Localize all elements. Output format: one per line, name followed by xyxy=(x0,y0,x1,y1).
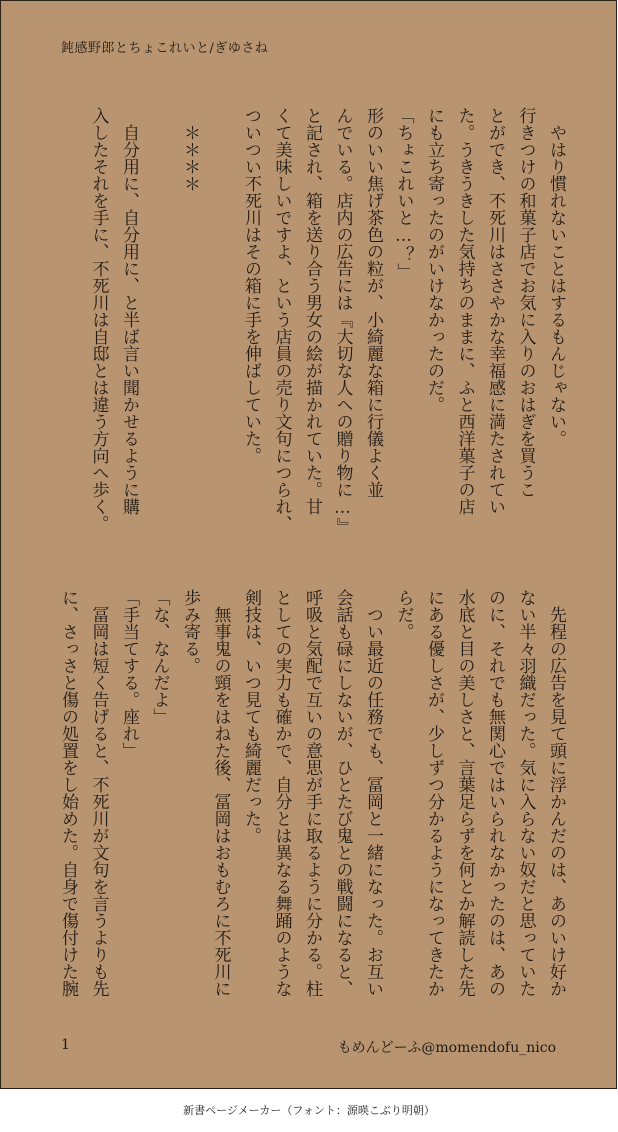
text-block-upper: やはり慣れないことはするもんじゃない。 行きつけの和菓子店でお気に入りのおはぎを買うこ とができ、不死川はささやかな幸福感に満たされてい た。うきうきした気持ちのままに、ふと西洋菓子の店 にも立ち寄ったのがいけなかったのだ。 「ちょこれいと…？」 形のいい焦げ茶色の粒が、小綺麗な箱に行儀よく並 んでいる。店内の広告には『大切な人への贈り物に…』 と記され、箱を送り合う男女の絵が描かれていた。甘 くて美味しいですよ、という店員の売り文句につられ、 ついつい不死川はその箱に手を伸ばしていた。 ＊＊＊＊ 自分用に、自分用に、と半ば言い聞かせるように購 入したそれを手に、不死川は自邸とは違う方向へ歩く。 xyxy=(88,107,566,535)
tool-credit: 新書ページメーカー（フォント：源暎こぶり明朝） xyxy=(183,1104,435,1117)
author-credit: もめんどーふ@momendofu_nico xyxy=(337,1040,556,1056)
page-number: 1 xyxy=(61,1037,70,1053)
page-title: 鈍感野郎とちょこれいと/ぎゆさね xyxy=(61,41,269,56)
text-block-lower: 先程の広告を見て頭に浮かんだのは、あのいけ好か ない半々羽織だった。気に入らない奴だと思っていた のに、それでも無関心ではいられなかったのは、あの 水底と目の美しさと、言葉足らずを何とか解読した先 にある優しさが、少しずつ分かるようになってきたか らだ。 つい最近の任務でも、冨岡と一緒になった。お互い 会話も碌にしないが、ひとたび鬼との戦闘になると、 呼吸と気配で互いの意思が手に取るように分かる。柱 としての実力も確かで、自分とは異なる舞踊のような 剣技は、いつ見ても綺麗だった。 無事鬼の頸をはねた後、冨岡はおもむろに不死川に 歩み寄る。 「な、なんだよ」 「手当てする。座れ」 冨岡は短く告げると、不死川が文句を言うよりも先 に、さっさと傷の処置をし始めた。自身で傷付けた腕 xyxy=(58,589,566,997)
